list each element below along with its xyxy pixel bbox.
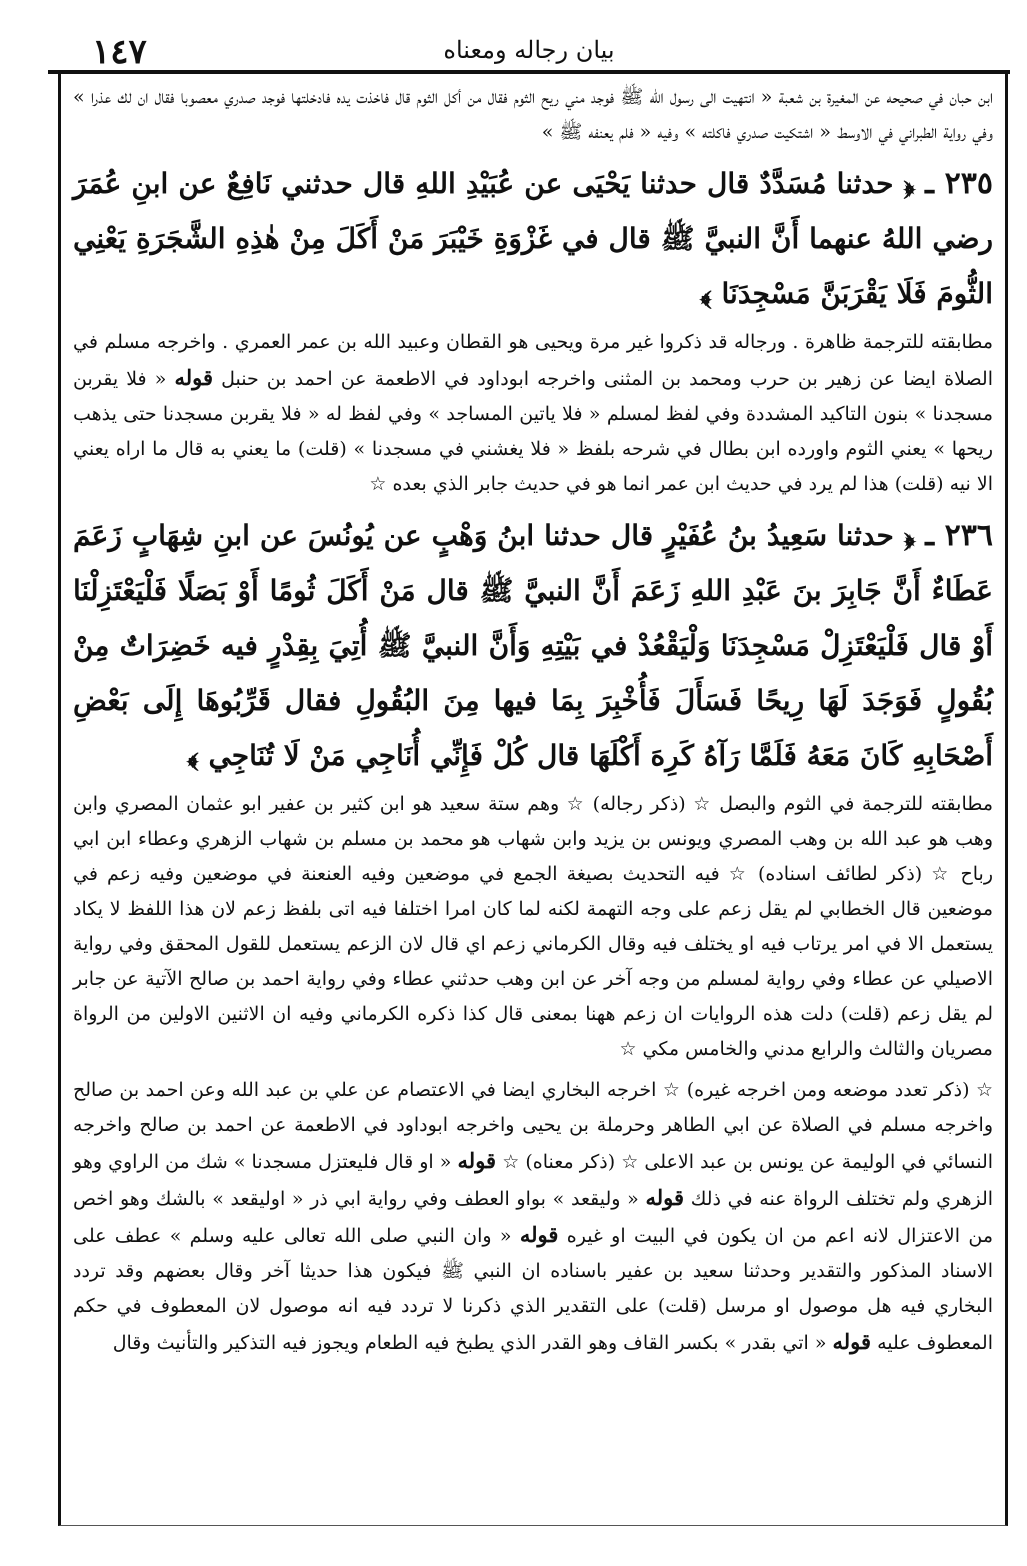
page-header xyxy=(48,30,1010,74)
commentary-236-meaning xyxy=(73,1073,993,1361)
hadith-236 xyxy=(73,508,993,783)
hadith-text: ﴿ حدثنا سَعِيدُ بنُ عُفَيْرٍ قال حدثنا ابنُ وَهْبٍ عن يُونُسَ عن ابنِ شِهَابٍ زَعَمَ عَطَاءٌ أَنَّ جَابِرَ بنَ عَبْدِ اللهِ زَعَمَ أَنَّ النبيَّ ﷺ قال مَنْ أَكَلَ ثُومًا أَوْ بَصَلًا فَلْيَعْتَزِلْنَا أَوْ قال فَلْيَعْتَزِلْ مَسْجِدَنَا وَلْيَقْعُدْ في بَيْتِهِ وَأَنَّ النبيَّ ﷺ أُتِيَ بِقِدْرٍ فيه خَضِرَاتٌ مِنْ بُقُولٍ فَوَجَدَ لَهَا رِيحًا فَسَأَلَ فَأُخْبِرَ بِمَا فيها مِنَ البُقُولِ فقال قَرِّبُوهَا إِلَى بَعْضِ أَصْحَابِهِ كَانَ مَعَهُ فَلَمَّا رَآهُ كَرِهَ أَكْلَهَا قال كُلْ فَإِنِّي أُنَاجِي مَنْ لَا تُنَاجِي ﴾ xyxy=(73,519,993,772)
keyword-qawluhu: قوله xyxy=(832,1329,872,1354)
commentary-text: ☆ (ذكر تعدد موضعه ومن اخرجه غيره) ☆ اخرجه البخاري ايضا في الاعتصام عن علي بن عبد الله وعن احمد بن صالح واخرجه مسلم في الصلاة عن ابي الطاهر وحرملة بن يحيى واخرجه ابوداود في الاطعمة عن احمد بن صالح واخرجه النسائي في الوليمة عن يونس بن عبد الاعلى ☆ (ذكر معناه) ☆ xyxy=(73,1079,994,1173)
commentary-235 xyxy=(73,325,993,502)
hadith-text: ﴿ حدثنا مُسَدَّدٌ قال حدثنا يَحْيَى عن عُبَيْدِ اللهِ قال حدثني نَافِعٌ عن ابنِ عُمَرَ رضي اللهُ عنهما أَنَّ النبيَّ ﷺ قال في غَزْوَةِ خَيْبَرَ مَنْ أَكَلَ مِنْ هٰذِهِ الشَّجَرَةِ يَعْنِي الثُّومَ فَلَا يَقْرَبَنَّ مَسْجِدَنَا ﴾ xyxy=(73,167,993,310)
commentary-text: « او قال فليعتزل مسجدنا » شك من الراوي وهو الزهري ولم تختلف الرواة عنه في ذلك xyxy=(73,1151,994,1210)
commentary-text: « اتي بقدر » بكسر القاف وهو القدر الذي يطبخ فيه الطعام ويجوز فيه التذكير والتأنيث وقال xyxy=(112,1332,827,1354)
commentary-text: « وليقعد » بواو العطف وفي رواية ابي ذر « اوليقعد » بالشك وهو اخص من الاعتزال لانه اعم من ان يكون في البيت او غيره xyxy=(73,1188,994,1247)
commentary-text: « وان النبي صلى الله تعالى عليه وسلم » عطف على الاسناد المذكور والتقدير وحدثنا سعيد بن عفير باسناده ان النبي ﷺ فيكون هذا حديثا آخر وقال بعضهم وقد تردد البخاري فيه هل موصول او مرسل (قلت) على التقدير الذي ذكرنا لا تردد فيه انه موصول لان المعطوف في حكم المعطوف عليه xyxy=(73,1225,993,1354)
keyword-qawluhu: قوله xyxy=(457,1148,497,1173)
document-page xyxy=(48,30,1010,1530)
hadith-number: ٢٣٥ ـ xyxy=(925,166,993,201)
text-frame xyxy=(58,70,1008,1526)
keyword-qawluhu: قوله xyxy=(519,1222,559,1247)
hadith-235 xyxy=(73,156,993,321)
keyword-qawluhu: قوله xyxy=(174,365,214,390)
page-number: ١٤٧ xyxy=(92,32,147,72)
hadith-number: ٢٣٦ ـ xyxy=(925,518,994,553)
commentary-text: « فلا يقربن مسجدنا » بنون التاكيد المشددة وفي لفظ لمسلم « فلا ياتين المساجد » وفي لفظ له « فلا يقربن مسجدنا حتى يذهب ريحها » يعني الثوم واورده ابن بطال في شرحه بلفظ « فلا يغشني في مسجدنا » (قلت) ما يعني به قال ما اراه يعني الا نيه (قلت) هذا لم يرد في حديث ابن عمر انما هو في حديث جابر الذي بعده ☆ xyxy=(73,368,993,495)
running-title: بيان رجاله ومعناه xyxy=(443,36,615,64)
commentary-text: مطابقته للترجمة ظاهرة . ورجاله قد ذكروا غير مرة ويحيى هو القطان وعبيد الله بن عمر العمري . واخرجه مسلم في الصلاة ايضا عن زهير بن حرب ومحمد بن المثنى واخرجه ابوداود في الاطعمة عن احمد بن حنبل xyxy=(73,331,993,390)
keyword-qawluhu: قوله xyxy=(645,1185,684,1210)
commentary-236-narrators: مطابقته للترجمة في الثوم والبصل ☆ (ذكر رجاله) ☆ وهم ستة سعيد هو ابن كثير بن عفير ابو عثمان المصري وابن وهب هو عبد الله بن وهب المصري ويونس بن يزيد وابن شهاب هو محمد بن مسلم بن شهاب الزهري وعطاء ابن ابي رباح ☆ (ذكر لطائف اسناده) ☆ فيه التحديث بصيغة الجمع في موضعين وفيه العنعنة في موضعين وفيه زعم في موضعين قال الخطابي لم يقل زعم على وجه التهمة لكنه لما كان امرا اختلفا فيه اتى بلفظ زعم لان هذا اللفظ لا يكاد يستعمل الا في امر يرتاب فيه او يختلف فيه وقال الكرماني زعم اي قال لان الزعم يستعمل للقول المحقق وفي رواية الاصيلي عن عطاء وفي رواية لمسلم من وجه آخر عن ابن وهب حدثني عطاء وفي رواية احمد بن صالح الآتية عن جابر لم يقل زعم (قلت) دلت هذه الروايات ان زعم ههنا بمعنى قال كذا ذكره الكرماني وفيه ان الاثنين الاولين من الرواة مصريان والثالث والرابع مدني والخامس مكي ☆ xyxy=(73,793,993,1060)
intro-paragraph: ابن حبان في صحيحه عن المغيرة بن شعبة « انتهيت الى رسول الله ﷺ فوجد مني ريح الثوم فقال من أكل الثوم قال فاخذت يده فادخلتها فوجد صدري معصوبا فقال ان لك عذرا » وفي رواية الطبراني في الاوسط « اشتكيت صدري فاكلته » وفيه « فلم يعنفه ﷺ » xyxy=(73,86,993,143)
